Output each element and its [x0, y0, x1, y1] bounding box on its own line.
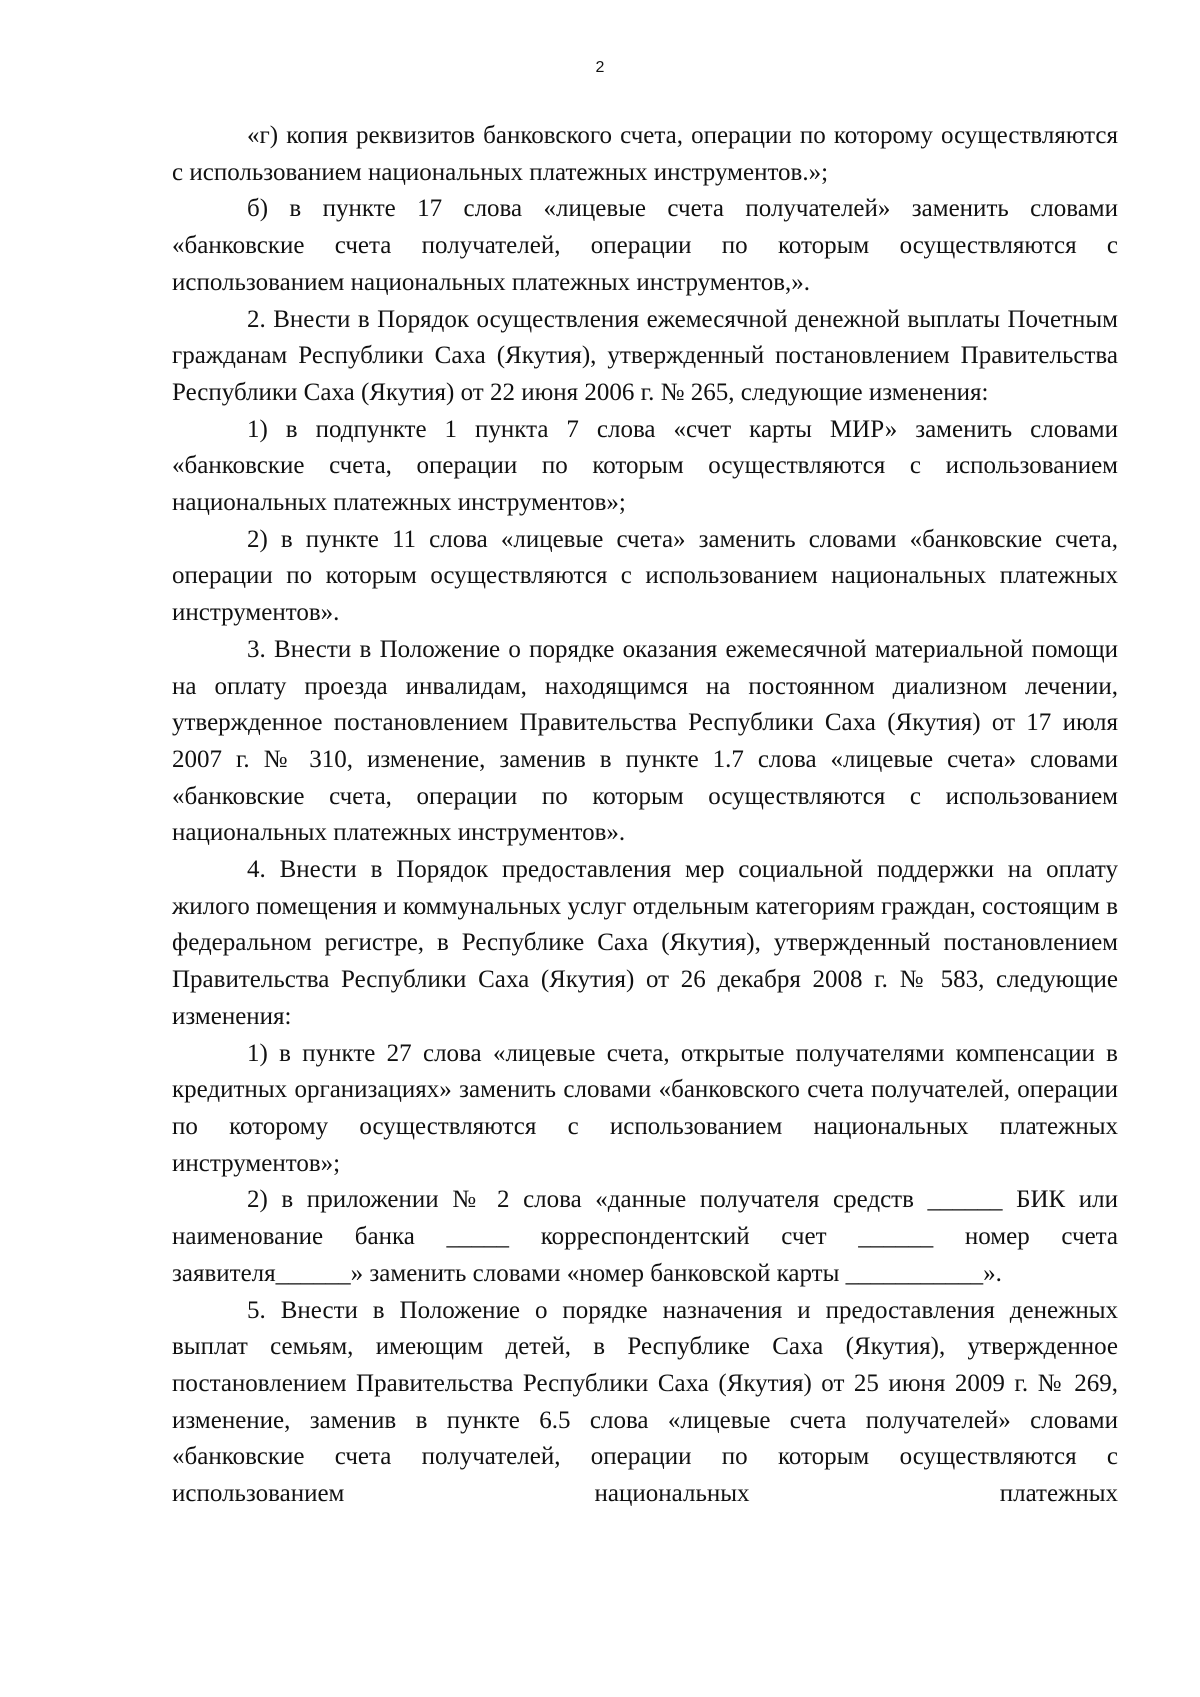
paragraph-section-3: 3. Внести в Положение о порядке оказания ежемесячной материальной помощи на оплату проезда инвалидам, находящимся на постоянном диализном лечении, утвержденное постановлением Правительства Республики Саха (Якутия) от 17 июля 2007 г. № 310, изменение, заменив в пункте 1.7 слова «лицевые счета» словами «банковские счета, операции по которым осуществляются с использованием национальных платежных инструментов». [172, 635, 1118, 847]
page-number: 2 [595, 59, 605, 76]
paragraph-section-5: 5. Внести в Положение о порядке назначения и предоставления денежных выплат семьям, имеющим детей, в Республике Саха (Якутия), утвержденное постановлением Правительства Республики Саха (Якутия) от 25 июня 2009 г. № 269, изменение, заменив в пункте 6.5 слова «лицевые счета получателей» словами «банковские счета получателей, операции по которым осуществляются с использованием национальных платежных [172, 1296, 1118, 1508]
paragraph-item-b-point-17: б) в пункте 17 слова «лицевые счета получателей» заменить словами «банковские счета получателей, операции по которым осуществляются с использованием национальных платежных инструментов,». [172, 195, 1118, 296]
paragraph-section-2-item-1: 1) в подпункте 1 пункта 7 слова «счет карты МИР» заменить словами «банковские счета, операции по которым осуществляются с использованием национальных платежных инструментов»; [172, 415, 1118, 517]
paragraph-section-4: 4. Внести в Порядок предоставления мер социальной поддержки на оплату жилого помещения и коммунальных услуг отдельным категориям граждан, состоящим в федеральном регистре, в Республике Саха (Якутия), утвержденный постановлением Правительства Республики Саха (Якутия) от 26 декабря 2008 г. № 583, следующие изменения: [172, 856, 1118, 1030]
paragraph-copy-requisites: «г) копия реквизитов банковского счета, операции по которому осуществляются с использованием национальных платежных инструментов.»; [172, 122, 1118, 186]
paragraph-section-2: 2. Внести в Порядок осуществления ежемесячной денежной выплаты Почетным гражданам Республики Саха (Якутия), утвержденный постановлением Правительства Республики Саха (Якутия) от 22 июня 2006 г. № 265, следующие изменения: [172, 305, 1118, 406]
document-body [172, 118, 1118, 1513]
paragraph-section-4-item-1: 1) в пункте 27 слова «лицевые счета, открытые получателями компенсации в кредитных организациях» заменить словами «банковского счета получателей, операции по которому осуществляются с использованием национальных платежных инструментов»; [172, 1039, 1118, 1177]
paragraph-section-2-item-2: 2) в пункте 11 слова «лицевые счета» заменить словами «банковские счета, операции по которым осуществляются с использованием национальных платежных инструментов». [172, 525, 1118, 627]
paragraph-section-4-item-2: 2) в приложении № 2 слова «данные получателя средств ______ БИК или наименование банка _____ корреспондентский счет ______ номер счета заявителя______» заменить словами «номер банковской карты ___________». [172, 1186, 1118, 1287]
